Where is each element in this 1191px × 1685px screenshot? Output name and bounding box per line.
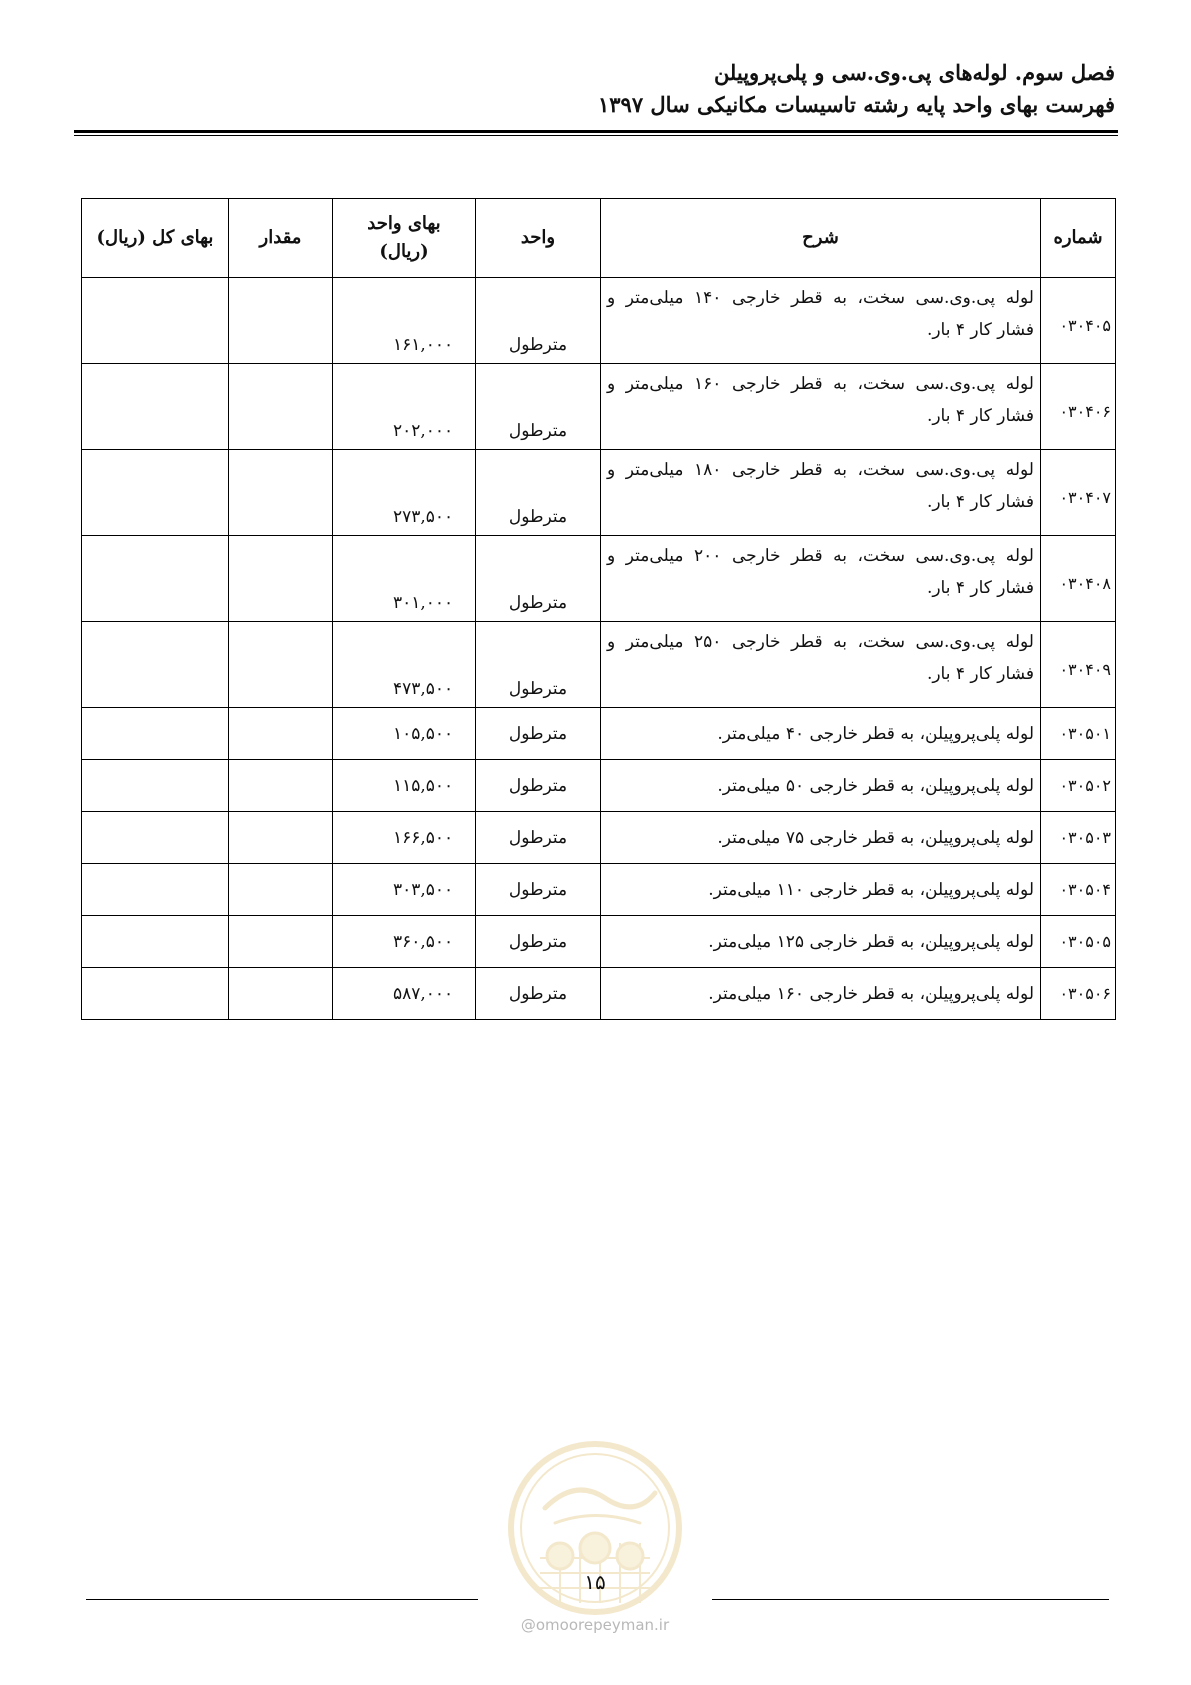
- header-rule-thin: [74, 135, 1118, 136]
- unit-price-header-line1: بهای واحد: [367, 213, 441, 234]
- column-header-code: شماره: [1041, 199, 1116, 278]
- item-unit-price: ۳۰۳,۵۰۰: [333, 864, 476, 916]
- item-code: ۰۳۰۴۰۵: [1041, 278, 1116, 364]
- table-row: [82, 968, 1116, 1020]
- item-code: ۰۳۰۵۰۵: [1041, 916, 1116, 968]
- column-header-description: شرح: [601, 199, 1041, 278]
- table-row: [82, 812, 1116, 864]
- item-unit: مترطول: [476, 968, 601, 1020]
- table-row: [82, 278, 1116, 364]
- item-code: ۰۳۰۴۰۸: [1041, 536, 1116, 622]
- item-description: لوله پلی‌پروپیلن، به قطر خارجی ۴۰ میلی‌متر.: [601, 708, 1041, 760]
- item-unit: مترطول: [476, 812, 601, 864]
- item-unit-price: ۵۸۷,۰۰۰: [333, 968, 476, 1020]
- item-unit-price: ۱۰۵,۵۰۰: [333, 708, 476, 760]
- price-table: [81, 198, 1116, 1020]
- item-unit: مترطول: [476, 450, 601, 536]
- item-unit-price: ۱۶۶,۵۰۰: [333, 812, 476, 864]
- item-unit-price: ۳۶۰,۵۰۰: [333, 916, 476, 968]
- item-quantity: [229, 760, 333, 812]
- item-code: ۰۳۰۴۰۷: [1041, 450, 1116, 536]
- item-quantity: [229, 364, 333, 450]
- footer-rule-right: [712, 1599, 1109, 1600]
- header-rule-thick: [74, 130, 1118, 133]
- item-unit-price: ۱۶۱,۰۰۰: [333, 278, 476, 364]
- item-total-price: [82, 622, 229, 708]
- item-description: لوله پی.وی.سی سخت، به قطر خارجی ۱۶۰ میلی‌متر و فشار کار ۴ بار.: [601, 364, 1041, 450]
- item-unit-price: ۳۰۱,۰۰۰: [333, 536, 476, 622]
- item-code: ۰۳۰۵۰۳: [1041, 812, 1116, 864]
- item-quantity: [229, 450, 333, 536]
- item-code: ۰۳۰۴۰۶: [1041, 364, 1116, 450]
- item-total-price: [82, 536, 229, 622]
- item-code: ۰۳۰۴۰۹: [1041, 622, 1116, 708]
- item-description: لوله پلی‌پروپیلن، به قطر خارجی ۱۲۵ میلی‌متر.: [601, 916, 1041, 968]
- item-total-price: [82, 760, 229, 812]
- price-list-title: فهرست بهای واحد پایه رشته تاسیسات مکانیکی سال ۱۳۹۷: [597, 92, 1115, 117]
- page-number: ۱۵: [584, 1570, 606, 1594]
- item-total-price: [82, 364, 229, 450]
- item-description: لوله پی.وی.سی سخت، به قطر خارجی ۲۰۰ میلی‌متر و فشار کار ۴ بار.: [601, 536, 1041, 622]
- item-description: لوله پلی‌پروپیلن، به قطر خارجی ۱۶۰ میلی‌متر.: [601, 968, 1041, 1020]
- item-quantity: [229, 708, 333, 760]
- unit-price-header-line2: (ریال): [379, 241, 429, 262]
- table-row: [82, 536, 1116, 622]
- website-watermark: @omoorepeyman.ir: [520, 1616, 670, 1634]
- item-quantity: [229, 278, 333, 364]
- item-quantity: [229, 622, 333, 708]
- footer-rule-left: [86, 1599, 478, 1600]
- table-row: [82, 864, 1116, 916]
- item-quantity: [229, 968, 333, 1020]
- chapter-title: فصل سوم. لوله‌های پی.وی.سی و پلی‌پروپیلن: [713, 60, 1115, 85]
- item-description: لوله پی.وی.سی سخت، به قطر خارجی ۲۵۰ میلی‌متر و فشار کار ۴ بار.: [601, 622, 1041, 708]
- column-header-quantity: مقدار: [229, 199, 333, 278]
- item-total-price: [82, 812, 229, 864]
- item-unit: مترطول: [476, 536, 601, 622]
- table-row: [82, 450, 1116, 536]
- item-description: لوله پی.وی.سی سخت، به قطر خارجی ۱۸۰ میلی‌متر و فشار کار ۴ بار.: [601, 450, 1041, 536]
- table-row: [82, 364, 1116, 450]
- item-total-price: [82, 450, 229, 536]
- item-total-price: [82, 916, 229, 968]
- item-unit: مترطول: [476, 278, 601, 364]
- item-code: ۰۳۰۵۰۱: [1041, 708, 1116, 760]
- table-row: [82, 760, 1116, 812]
- item-unit-price: ۴۷۳,۵۰۰: [333, 622, 476, 708]
- item-quantity: [229, 812, 333, 864]
- item-total-price: [82, 708, 229, 760]
- item-quantity: [229, 864, 333, 916]
- item-unit: مترطول: [476, 864, 601, 916]
- column-header-unit-price: [333, 199, 476, 278]
- page-header: [75, 58, 1115, 120]
- item-unit-price: ۱۱۵,۵۰۰: [333, 760, 476, 812]
- table-row: [82, 622, 1116, 708]
- item-quantity: [229, 916, 333, 968]
- item-unit-price: ۲۰۲,۰۰۰: [333, 364, 476, 450]
- item-unit: مترطول: [476, 760, 601, 812]
- table-row: [82, 708, 1116, 760]
- item-description: لوله پی.وی.سی سخت، به قطر خارجی ۱۴۰ میلی‌متر و فشار کار ۴ بار.: [601, 278, 1041, 364]
- item-unit-price: ۲۷۳,۵۰۰: [333, 450, 476, 536]
- item-quantity: [229, 536, 333, 622]
- table-header-row: [82, 199, 1116, 278]
- item-code: ۰۳۰۵۰۲: [1041, 760, 1116, 812]
- item-description: لوله پلی‌پروپیلن، به قطر خارجی ۷۵ میلی‌متر.: [601, 812, 1041, 864]
- item-total-price: [82, 278, 229, 364]
- column-header-total-price: بهای کل (ریال): [82, 199, 229, 278]
- item-unit: مترطول: [476, 916, 601, 968]
- item-code: ۰۳۰۵۰۴: [1041, 864, 1116, 916]
- table-row: [82, 916, 1116, 968]
- item-total-price: [82, 968, 229, 1020]
- item-description: لوله پلی‌پروپیلن، به قطر خارجی ۱۱۰ میلی‌متر.: [601, 864, 1041, 916]
- column-header-unit: واحد: [476, 199, 601, 278]
- item-unit: مترطول: [476, 708, 601, 760]
- item-unit: مترطول: [476, 622, 601, 708]
- item-description: لوله پلی‌پروپیلن، به قطر خارجی ۵۰ میلی‌متر.: [601, 760, 1041, 812]
- item-total-price: [82, 864, 229, 916]
- item-code: ۰۳۰۵۰۶: [1041, 968, 1116, 1020]
- item-unit: مترطول: [476, 364, 601, 450]
